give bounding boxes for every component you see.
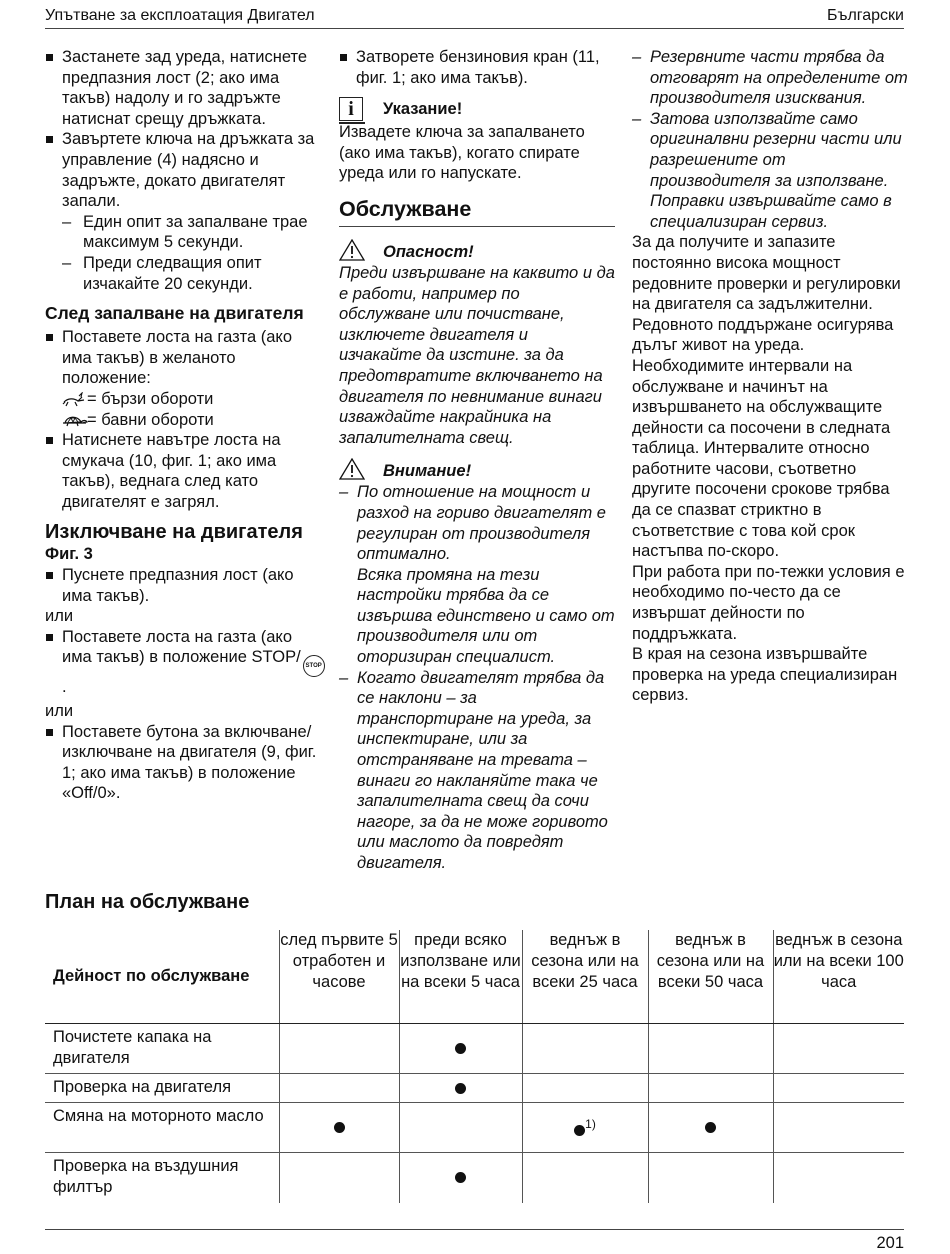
fast-speed-label: = бързи обороти	[87, 389, 214, 408]
throttle-stop-end: .	[62, 678, 67, 697]
caution-item-tilt: – Когато двигателят трябва да се наклони – за транспортиране на уреда, за инспектиране, или за отстраняване на тревата – винаги го накланяйте така че запалителната свещ да сочи нагоре, за да не може горивото или маслото да повредят двигателя.	[339, 668, 615, 874]
note-heading-text: Указание!	[383, 100, 463, 119]
interval-cell	[648, 1074, 773, 1103]
table-row	[45, 1103, 904, 1153]
interval-cell	[279, 1153, 399, 1203]
service-paragraph-4: В края на сезона извършвайте проверка на уреда специализиран сервиз.	[632, 645, 898, 705]
bullet-throttle-stop	[45, 627, 325, 698]
warning-triangle-icon	[339, 239, 365, 261]
note-text: Извадете ключа за запалването (ако има такъв), когато спирате уреда или го напускате.	[339, 123, 585, 183]
bullet-throttle: Поставете лоста на газта (ако има такъв) в желаното положение:	[45, 327, 325, 389]
column-2	[339, 47, 615, 874]
interval-cell	[648, 1153, 773, 1203]
table-header-row	[45, 930, 904, 1024]
turtle-icon	[62, 413, 88, 427]
stop-icon: STOP	[303, 655, 325, 677]
rabbit-icon	[62, 392, 86, 408]
spare-parts-requirement: – Резервните части трябва да отговарят на определените от производителя изисквания.	[632, 47, 908, 109]
interval-header: веднъж в сезона или на всеки 50 часа	[648, 930, 773, 1024]
caution-item-regulation: – По отношение на мощност и разход на гориво двигателят е регулиран от производителя оптимално.	[339, 482, 615, 564]
task-cell: Смяна на моторното масло	[45, 1103, 279, 1153]
service-paragraph-3: При работа при по-тежки условия е необходимо по-често да се извършат дейности по поддръжката.	[632, 562, 905, 643]
interval-cell	[522, 1024, 648, 1074]
dash-wait: – Преди следващия опит изчакайте 20 секунди.	[45, 253, 325, 294]
caution-heading-text: Внимание!	[383, 462, 472, 481]
info-icon: i	[339, 97, 363, 121]
caution-heading	[339, 458, 615, 482]
plan-title: План на обслужване	[45, 891, 250, 913]
bullet-dot-icon	[574, 1125, 585, 1136]
bullet-onoff-button: Поставете бутона за включване/изключване на двигателя (9, фиг. 1; ако има такъв) в положение «Off/0».	[45, 722, 325, 804]
original-parts-only: – Затова използвайте само оригиналвни резерни части или разрешените от производителя за използване. Поправки извършвайте само в специализиран сервиз.	[632, 109, 908, 233]
interval-header: веднъж в сезона или на всеки 25 часа	[522, 930, 648, 1024]
caution-item-changes: Всяка промяна на тези настройки трябва да се извършва единствено и само от производителя или от оторизиран специалист.	[357, 565, 615, 667]
task-cell: Почистете капака на двигателя	[45, 1024, 279, 1074]
maintenance-table	[45, 930, 904, 1203]
figure-reference: Фиг. 3	[45, 545, 93, 564]
column-1	[45, 47, 325, 804]
interval-cell	[522, 1103, 648, 1153]
interval-cell	[279, 1103, 399, 1153]
service-paragraph-1: За да получите и запазите постоянно високa мощност редовните проверки и регулировки на двигателя са задължителни. Редовното поддържане осигурява дълъг живот на уреда.	[632, 233, 901, 355]
throttle-stop-text: Поставете лоста на газта (ако има такъв) в положение STOP/	[62, 627, 301, 667]
slow-speed-line	[45, 410, 325, 431]
bullet-choke: Натиснете навътре лоста на смукача (10, фиг. 1; ако има такъв), веднага след като двигателят е загрял.	[45, 430, 325, 512]
bullet-turn-key: Завъртете ключа на дръжката за управление (4) надясно и задръжте, докато двигателят запали.	[45, 129, 325, 211]
bullet-stand-behind: Застанете зад уреда, натиснете предпазния лост (2; ако има такъв) надолу и го задръжте натиснат срещу дръжката.	[45, 47, 325, 129]
interval-cell	[648, 1103, 773, 1153]
bullet-dot-icon	[705, 1122, 716, 1133]
danger-heading	[339, 239, 615, 263]
interval-cell	[399, 1024, 522, 1074]
interval-cell	[399, 1103, 522, 1153]
heading-engine-off: Изключване на двигателя	[45, 521, 303, 544]
interval-cell	[399, 1153, 522, 1203]
interval-cell	[522, 1153, 648, 1203]
bullet-dot-icon	[334, 1122, 345, 1133]
or-text-2: или	[45, 702, 74, 721]
page-number: 201	[876, 1234, 904, 1252]
footer-rule	[45, 1229, 904, 1230]
table-row	[45, 1074, 904, 1103]
interval-header: след първите 5 отработен и часове	[279, 930, 399, 1024]
bullet-dot-icon	[455, 1083, 466, 1094]
interval-cell	[648, 1024, 773, 1074]
task-cell: Проверка на двигателя	[45, 1074, 279, 1103]
footnote-mark: 1)	[585, 1117, 596, 1132]
header-title: Упътване за експлоатация Двигател	[45, 7, 315, 24]
interval-cell	[522, 1074, 648, 1103]
table-row	[45, 1024, 904, 1074]
interval-cell	[279, 1024, 399, 1074]
or-text-1: или	[45, 607, 74, 626]
dash-start-attempt: – Един опит за запалване трае максимум 5 секунди.	[45, 212, 325, 253]
service-paragraph-2: Необходимите интервали на обслужване и начинът на извършването на обслужващите дейности са посочени в следната таблица. Интервалите относно работните часови, съответно другите посочени срокове трябва да се спазват стриктно в съответствие с това кой срок настъпва по-скоро.	[632, 356, 891, 561]
interval-cell	[773, 1074, 904, 1103]
interval-cell	[279, 1074, 399, 1103]
column-3	[632, 47, 908, 706]
heading-service: Обслужване	[339, 196, 615, 227]
task-column-header: Дейност по обслужване	[45, 930, 279, 1024]
task-cell: Проверка на въздушния филтър	[53, 1157, 239, 1196]
interval-cell	[773, 1153, 904, 1203]
page-header	[45, 4, 904, 29]
warning-triangle-icon	[339, 458, 365, 480]
interval-cell	[773, 1103, 904, 1153]
danger-heading-text: Опасност!	[383, 242, 474, 261]
interval-cell	[773, 1024, 904, 1074]
slow-speed-label: = бавни обороти	[87, 410, 214, 429]
danger-text: Преди извършване на каквито и да е работи, например по обслужване или почистване, изключете двигателя и изчакайте да изстине. за да предотвратите включването на двигателя по невнимание винаги изваждайте накрайника на запалителната свещ.	[339, 263, 615, 447]
fast-speed-line	[45, 389, 325, 410]
bullet-dot-icon	[455, 1172, 466, 1183]
bullet-release-lever: Пуснете предпазния лост (ако има такъв).	[45, 565, 325, 606]
note-heading	[339, 96, 615, 122]
header-language: Български	[826, 7, 904, 24]
interval-header: веднъж в сезона или на всеки 100 часа	[773, 930, 904, 1024]
table-row	[45, 1153, 904, 1203]
interval-cell	[399, 1074, 522, 1103]
bullet-fuel-valve: Затворете бензиновия кран (11, фиг. 1; ако има такъв).	[339, 47, 615, 88]
heading-after-start: След запалване на двигателя	[45, 303, 304, 324]
interval-header: преди всяко използване или на всеки 5 часа	[399, 930, 522, 1024]
bullet-dot-icon	[455, 1043, 466, 1054]
